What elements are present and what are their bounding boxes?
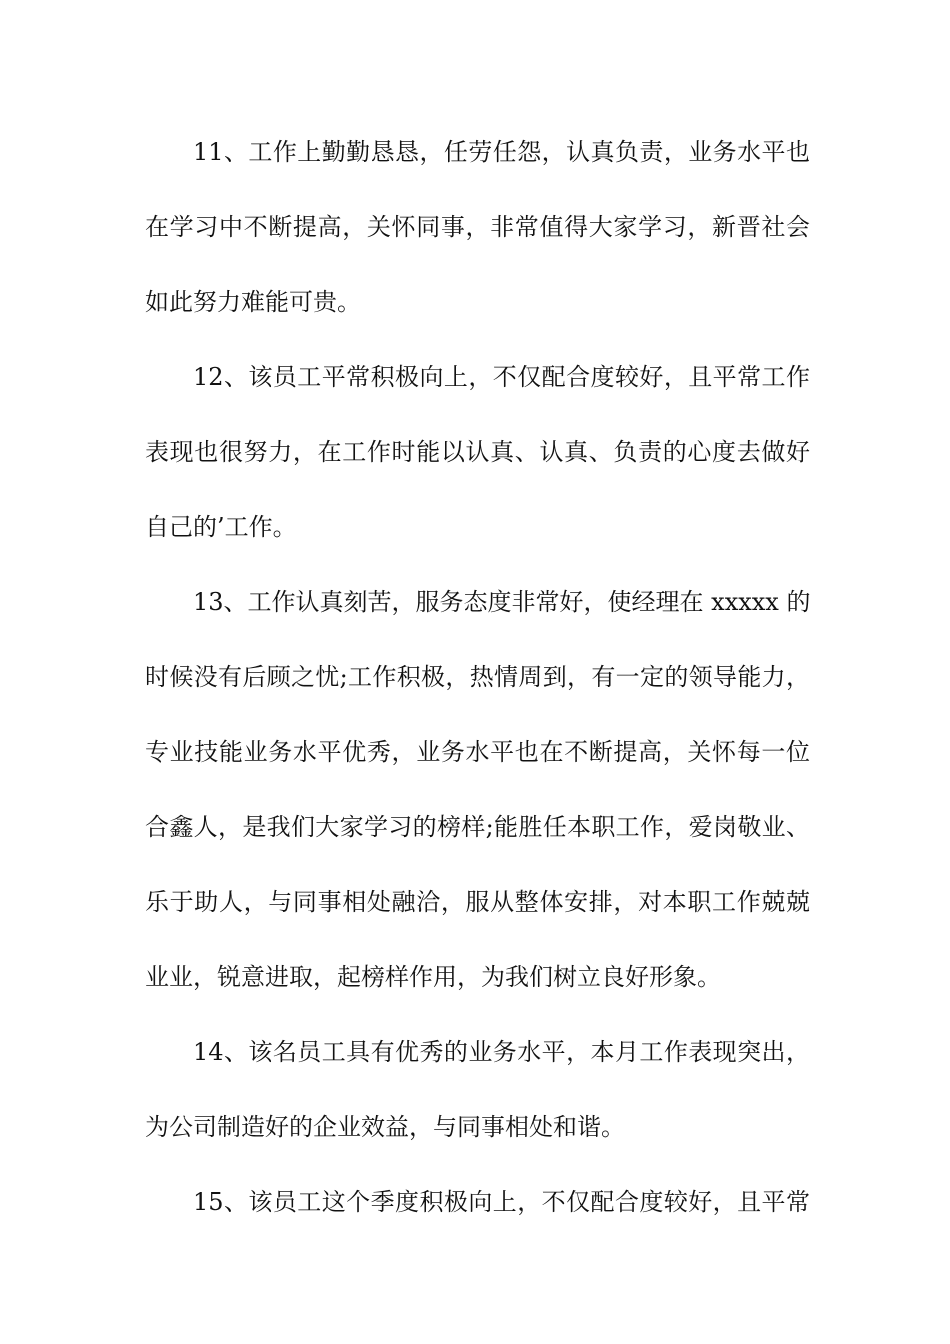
text-line: 专业技能业务水平优秀，业务水平也在不断提高，关怀每一位 <box>145 738 810 766</box>
text-line: 14、该名员工具有优秀的业务水平，本月工作表现突出， <box>193 1038 810 1066</box>
text-line: 时候没有后顾之忧;工作积极，热情周到，有一定的领导能力， <box>145 663 810 691</box>
text-line: 为公司制造好的企业效益，与同事相处和谐。 <box>145 1113 625 1141</box>
text-line: 12、该员工平常积极向上，不仅配合度较好，且平常工作 <box>193 363 810 391</box>
text-line: 15、该员工这个季度积极向上，不仅配合度较好，且平常 <box>193 1188 810 1216</box>
text-line: 乐于助人，与同事相处融洽，服从整体安排，对本职工作兢兢 <box>145 888 810 916</box>
text-line: 11、工作上勤勤恳恳，任劳任怨，认真负责，业务水平也 <box>193 138 810 166</box>
text-line: 如此努力难能可贵。 <box>145 288 361 316</box>
text-line: 表现也很努力，在工作时能以认真、认真、负责的心度去做好 <box>145 438 810 466</box>
text-line: 13、工作认真刻苦，服务态度非常好，使经理在 xxxxx 的 <box>193 588 811 616</box>
text-line: 业业，锐意进取，起榜样作用，为我们树立良好形象。 <box>145 963 721 991</box>
text-line: 自己的’工作。 <box>145 513 297 541</box>
text-line: 合鑫人，是我们大家学习的榜样;能胜任本职工作，爱岗敬业、 <box>145 813 810 841</box>
text-line: 在学习中不断提高，关怀同事，非常值得大家学习，新晋社会 <box>145 213 810 241</box>
